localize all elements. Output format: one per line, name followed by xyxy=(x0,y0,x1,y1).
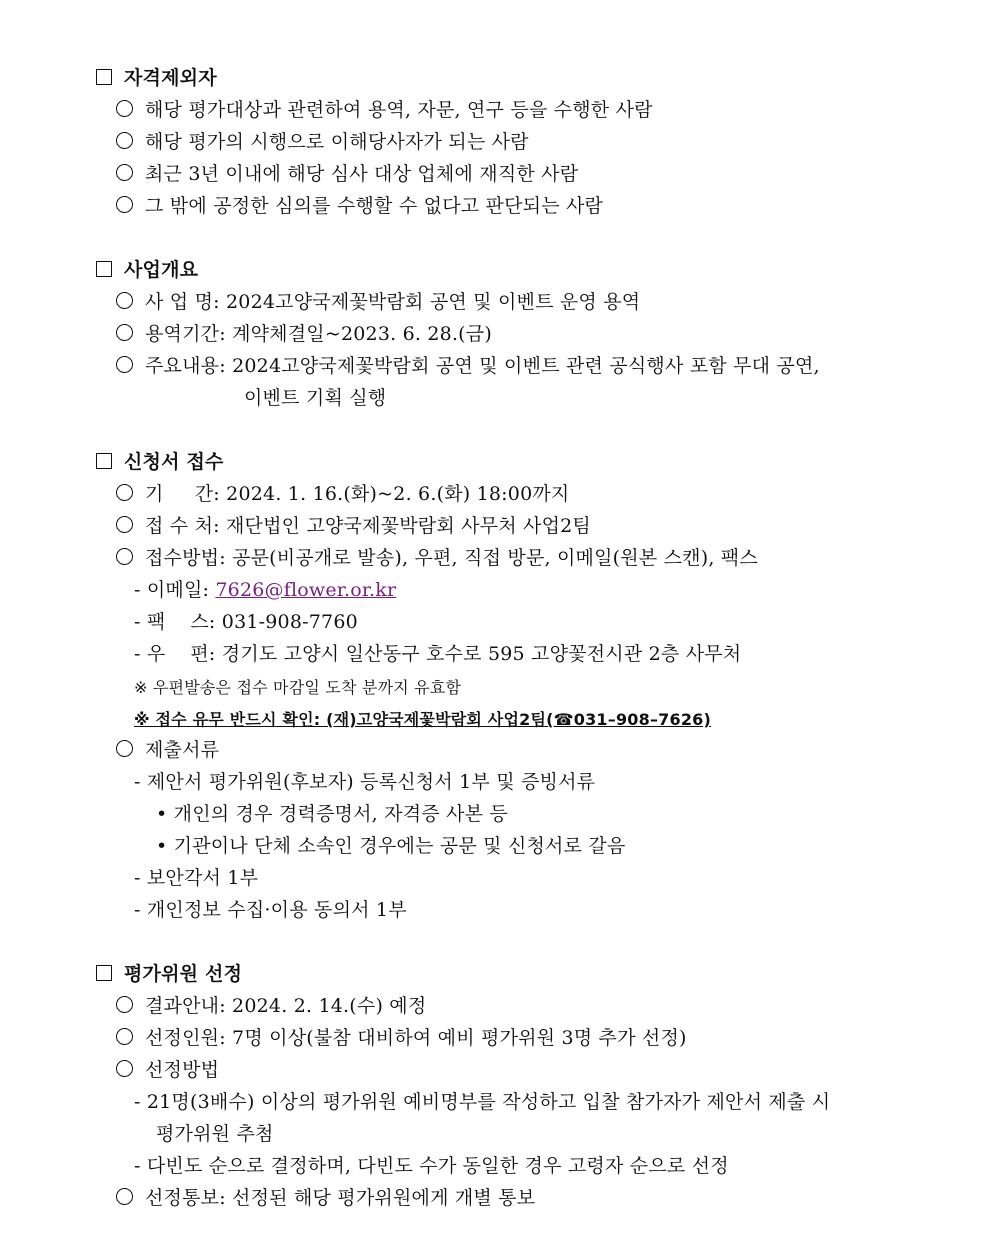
section-heading-exclusion: 자격제외자 xyxy=(96,66,217,90)
section-heading-application: 신청서 접수 xyxy=(96,450,224,474)
application-email: - 이메일: 7626@flower.or.kr xyxy=(134,579,397,601)
docs-item: - 제안서 평가위원(후보자) 등록신청서 1부 및 증빙서류 xyxy=(134,771,596,793)
selection-method-heading: 선정방법 xyxy=(116,1058,219,1082)
application-method: 접수방법: 공문(비공개로 발송), 우편, 직접 방문, 이메일(원본 스캔), 팩스 xyxy=(116,546,758,570)
circle-bullet-icon xyxy=(116,132,133,149)
application-fax: - 팩 스: 031-908-7760 xyxy=(134,611,358,633)
checkbox-square-icon xyxy=(96,261,112,277)
docs-item: - 개인정보 수집·이용 동의서 1부 xyxy=(134,899,407,921)
checkbox-square-icon xyxy=(96,453,112,469)
docs-subitem: • 기관이나 단체 소속인 경우에는 공문 및 신청서로 갈음 xyxy=(156,835,626,857)
circle-bullet-icon xyxy=(116,484,133,501)
checkbox-square-icon xyxy=(96,965,112,981)
selection-method-item: - 다빈도 순으로 결정하며, 다빈도 수가 동일한 경우 고령자 순으로 선정 xyxy=(134,1155,729,1177)
circle-bullet-icon xyxy=(116,996,133,1013)
exclusion-item: 해당 평가의 시행으로 이해당사자가 되는 사람 xyxy=(116,130,529,154)
overview-content: 주요내용: 2024고양국제꽃박람회 공연 및 이벤트 관련 공식행사 포함 무대 공연, xyxy=(116,354,820,378)
overview-content-continued: 이벤트 기획 실행 xyxy=(244,387,387,409)
circle-bullet-icon xyxy=(116,740,133,757)
circle-bullet-icon xyxy=(116,1060,133,1077)
overview-period: 용역기간: 계약체결일~2023. 6. 28.(금) xyxy=(116,322,492,346)
section-heading-overview: 사업개요 xyxy=(96,258,198,282)
docs-heading: 제출서류 xyxy=(116,738,219,762)
overview-name: 사 업 명: 2024고양국제꽃박람회 공연 및 이벤트 운영 용역 xyxy=(116,290,640,314)
exclusion-item: 그 밖에 공정한 심의를 수행할 수 없다고 판단되는 사람 xyxy=(116,194,603,218)
selection-result: 결과안내: 2024. 2. 14.(수) 예정 xyxy=(116,994,426,1018)
exclusion-item: 해당 평가대상과 관련하여 용역, 자문, 연구 등을 수행한 사람 xyxy=(116,98,653,122)
circle-bullet-icon xyxy=(116,292,133,309)
exclusion-item: 최근 3년 이내에 해당 심사 대상 업체에 재직한 사람 xyxy=(116,162,578,186)
docs-subitem: • 개인의 경우 경력증명서, 자격증 사본 등 xyxy=(156,803,508,825)
email-link[interactable]: 7626@flower.or.kr xyxy=(215,579,397,601)
docs-item: - 보안각서 1부 xyxy=(134,867,259,889)
selection-method-item: - 21명(3배수) 이상의 평가위원 예비명부를 작성하고 입찰 참가자가 제안서 제출 시 xyxy=(134,1091,831,1113)
selection-notify: 선정통보: 선정된 해당 평가위원에게 개별 통보 xyxy=(116,1186,535,1210)
circle-bullet-icon xyxy=(116,1188,133,1205)
selection-count: 선정인원: 7명 이상(불참 대비하여 예비 평가위원 3명 추가 선정) xyxy=(116,1026,687,1050)
circle-bullet-icon xyxy=(116,164,133,181)
circle-bullet-icon xyxy=(116,548,133,565)
circle-bullet-icon xyxy=(116,1028,133,1045)
application-post: - 우 편: 경기도 고양시 일산동구 호수로 595 고양꽃전시관 2층 사무처 xyxy=(134,643,742,665)
selection-method-item-continued: 평가위원 추첨 xyxy=(156,1123,274,1145)
application-period: 기 간: 2024. 1. 16.(화)~2. 6.(화) 18:00까지 xyxy=(116,482,569,506)
circle-bullet-icon xyxy=(116,516,133,533)
checkbox-square-icon xyxy=(96,69,112,85)
application-note-confirm: ※ 접수 유무 반드시 확인: (재)고양국제꽃박람회 사업2팀(☎031–908–7626) xyxy=(134,710,711,729)
application-place: 접 수 처: 재단법인 고양국제꽃박람회 사무처 사업2팀 xyxy=(116,514,591,538)
application-note-post: ※ 우편발송은 접수 마감일 도착 분까지 유효함 xyxy=(134,678,462,697)
section-heading-selection: 평가위원 선정 xyxy=(96,962,242,986)
circle-bullet-icon xyxy=(116,356,133,373)
circle-bullet-icon xyxy=(116,324,133,341)
circle-bullet-icon xyxy=(116,196,133,213)
circle-bullet-icon xyxy=(116,100,133,117)
